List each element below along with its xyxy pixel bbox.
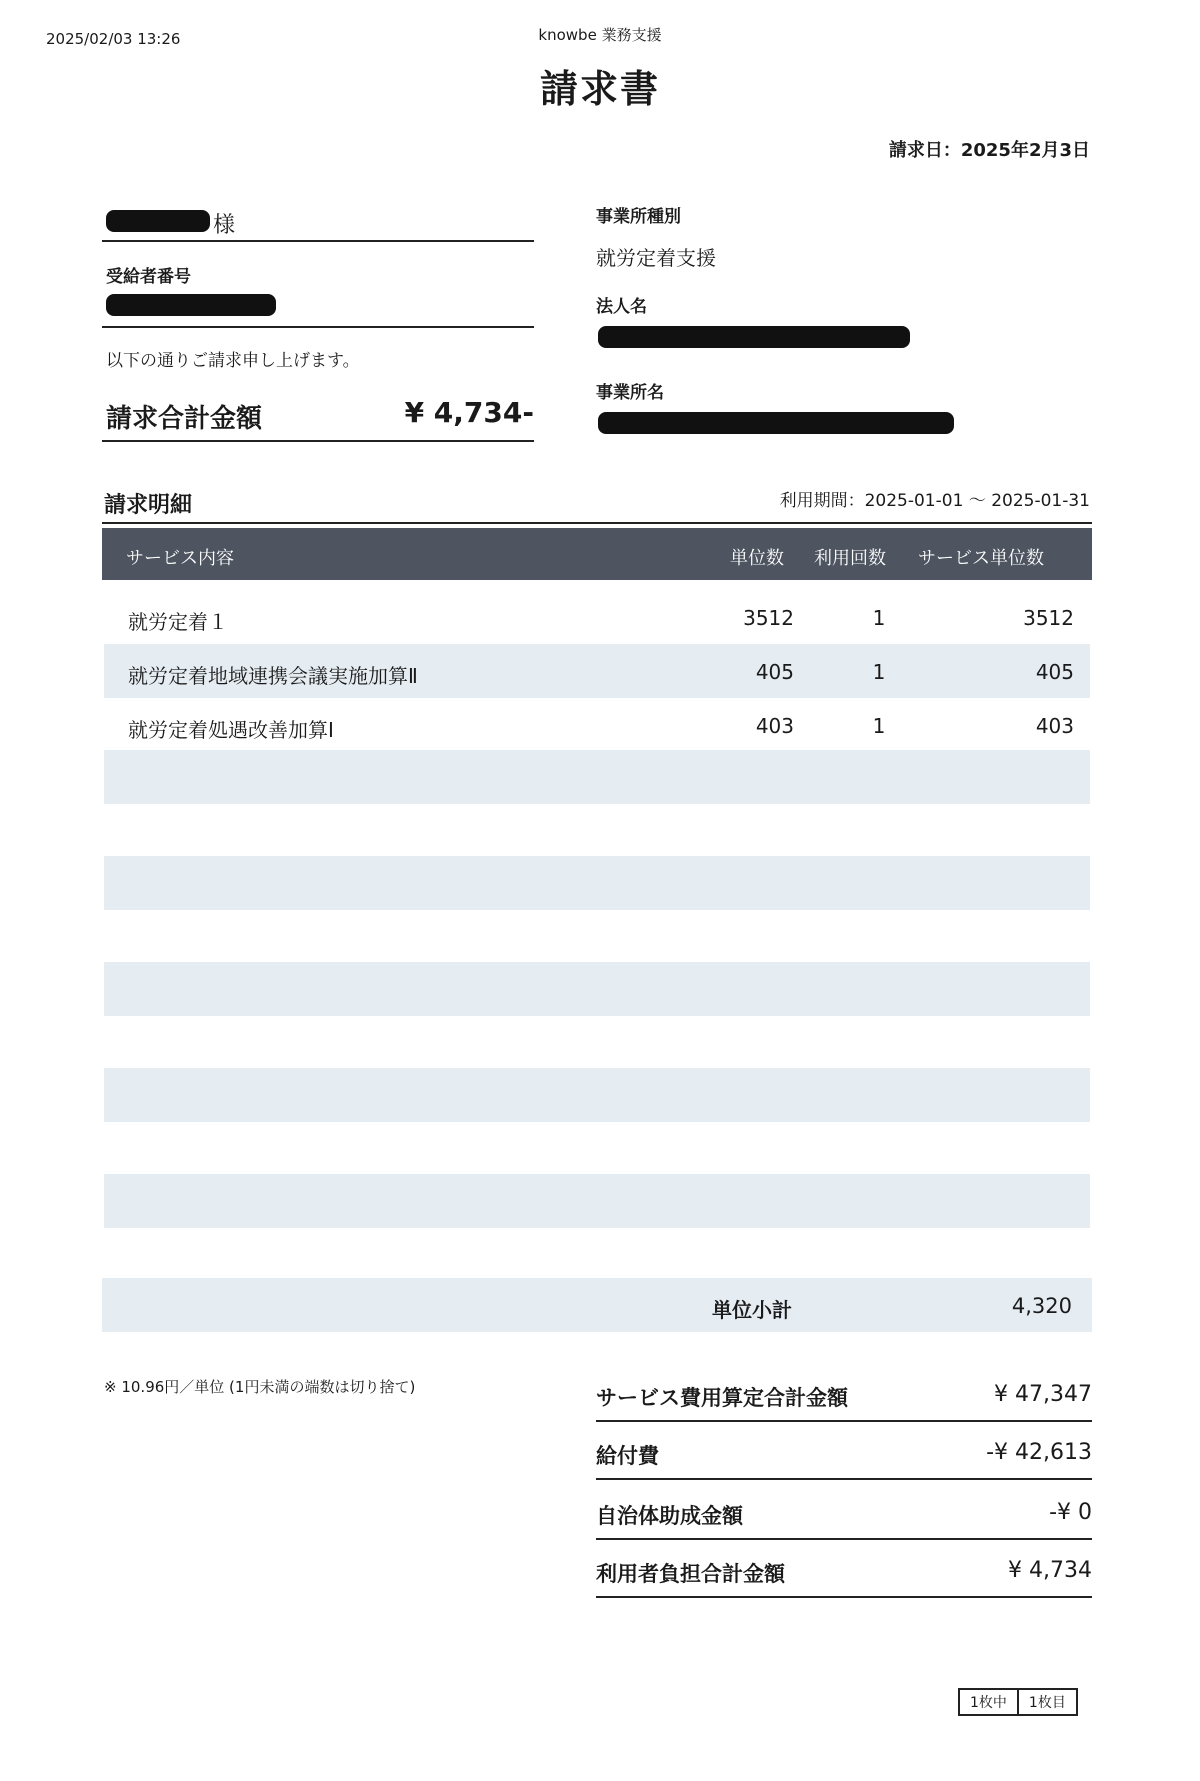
column-header-service-units: サービス単位数 xyxy=(918,548,1044,569)
municipal-subsidy-label: 自治体助成金額 xyxy=(596,1504,743,1528)
table-row xyxy=(104,698,1090,752)
column-header-units: 単位数 xyxy=(730,548,784,569)
unit-count: 405 xyxy=(755,660,794,684)
municipal-subsidy-value: -¥ 0 xyxy=(1049,1500,1092,1525)
details-rule xyxy=(102,522,1092,524)
app-name: knowbe 業務支援 xyxy=(538,26,662,44)
summary-rule xyxy=(596,1478,1092,1480)
recipient-honorific: 様 xyxy=(213,213,236,238)
unit-count: 403 xyxy=(755,714,794,738)
recipient-name-rule xyxy=(102,240,534,242)
summary-rule xyxy=(596,1420,1092,1422)
total-amount-rule xyxy=(102,440,534,442)
corporation-name-redacted xyxy=(598,326,910,348)
unit-subtotal-label: 単位小計 xyxy=(712,1298,792,1322)
service-unit-count: 3512 xyxy=(1023,606,1074,630)
billing-message: 以下の通りご請求申し上げます。 xyxy=(106,351,360,371)
empty-table-row xyxy=(104,962,1090,1016)
column-header-service: サービス内容 xyxy=(126,548,234,569)
column-header-times: 利用回数 xyxy=(814,548,886,569)
table-row xyxy=(104,590,1090,644)
page-indicator xyxy=(958,1688,1078,1716)
recipient-name-redacted xyxy=(106,210,210,232)
office-name-redacted xyxy=(598,412,954,434)
table-header xyxy=(102,528,1092,580)
unit-subtotal-bar xyxy=(102,1278,1092,1332)
service-name: 就労定着１ xyxy=(128,610,228,634)
unit-price-note: ※ 10.96円／単位 (1円未満の端数は切り捨て) xyxy=(104,1378,416,1396)
empty-table-row xyxy=(104,1174,1090,1228)
page-total: 1枚中 xyxy=(970,1695,1007,1711)
table-row xyxy=(104,644,1090,698)
service-name: 就労定着地域連携会議実施加算Ⅱ xyxy=(128,664,418,688)
user-burden-total-value: ¥ 4,734 xyxy=(1008,1558,1092,1583)
billing-date: 請求日：2025年2月3日 xyxy=(888,140,1090,161)
user-burden-total-label: 利用者負担合計金額 xyxy=(596,1562,785,1586)
usage-times: 1 xyxy=(872,606,886,630)
total-amount-value: ¥ 4,734- xyxy=(404,396,534,429)
office-name-label: 事業所名 xyxy=(596,383,664,403)
details-title: 請求明細 xyxy=(104,493,193,518)
service-cost-total-label: サービス費用算定合計金額 xyxy=(596,1386,848,1410)
unit-subtotal-value: 4,320 xyxy=(1011,1294,1072,1318)
benefit-value: -¥ 42,613 xyxy=(986,1440,1092,1465)
service-unit-count: 403 xyxy=(1035,714,1074,738)
recipient-number-label: 受給者番号 xyxy=(106,267,191,287)
usage-period: 利用期間：2025-01-01 ～ 2025-01-31 xyxy=(779,491,1090,511)
unit-count: 3512 xyxy=(743,606,794,630)
summary-rule xyxy=(596,1538,1092,1540)
total-amount-label: 請求合計金額 xyxy=(106,404,263,434)
service-unit-count: 405 xyxy=(1035,660,1074,684)
empty-table-row xyxy=(104,1068,1090,1122)
recipient-number-rule xyxy=(102,326,534,328)
benefit-label: 給付費 xyxy=(596,1444,659,1468)
usage-times: 1 xyxy=(872,660,886,684)
empty-table-row xyxy=(104,750,1090,804)
usage-times: 1 xyxy=(872,714,886,738)
document-title: 請求書 xyxy=(539,67,660,111)
recipient-number-redacted xyxy=(106,294,276,316)
service-cost-total-value: ¥ 47,347 xyxy=(994,1382,1092,1407)
office-type-label: 事業所種別 xyxy=(596,207,681,227)
empty-table-row xyxy=(104,856,1090,910)
corporation-name-label: 法人名 xyxy=(596,297,647,317)
page-current: 1枚目 xyxy=(1017,1690,1076,1714)
service-name: 就労定着処遇改善加算Ⅰ xyxy=(128,718,334,742)
office-type-value: 就労定着支援 xyxy=(596,246,716,270)
summary-rule xyxy=(596,1596,1092,1598)
print-datetime: 2025/02/03 13:26 xyxy=(46,30,181,48)
